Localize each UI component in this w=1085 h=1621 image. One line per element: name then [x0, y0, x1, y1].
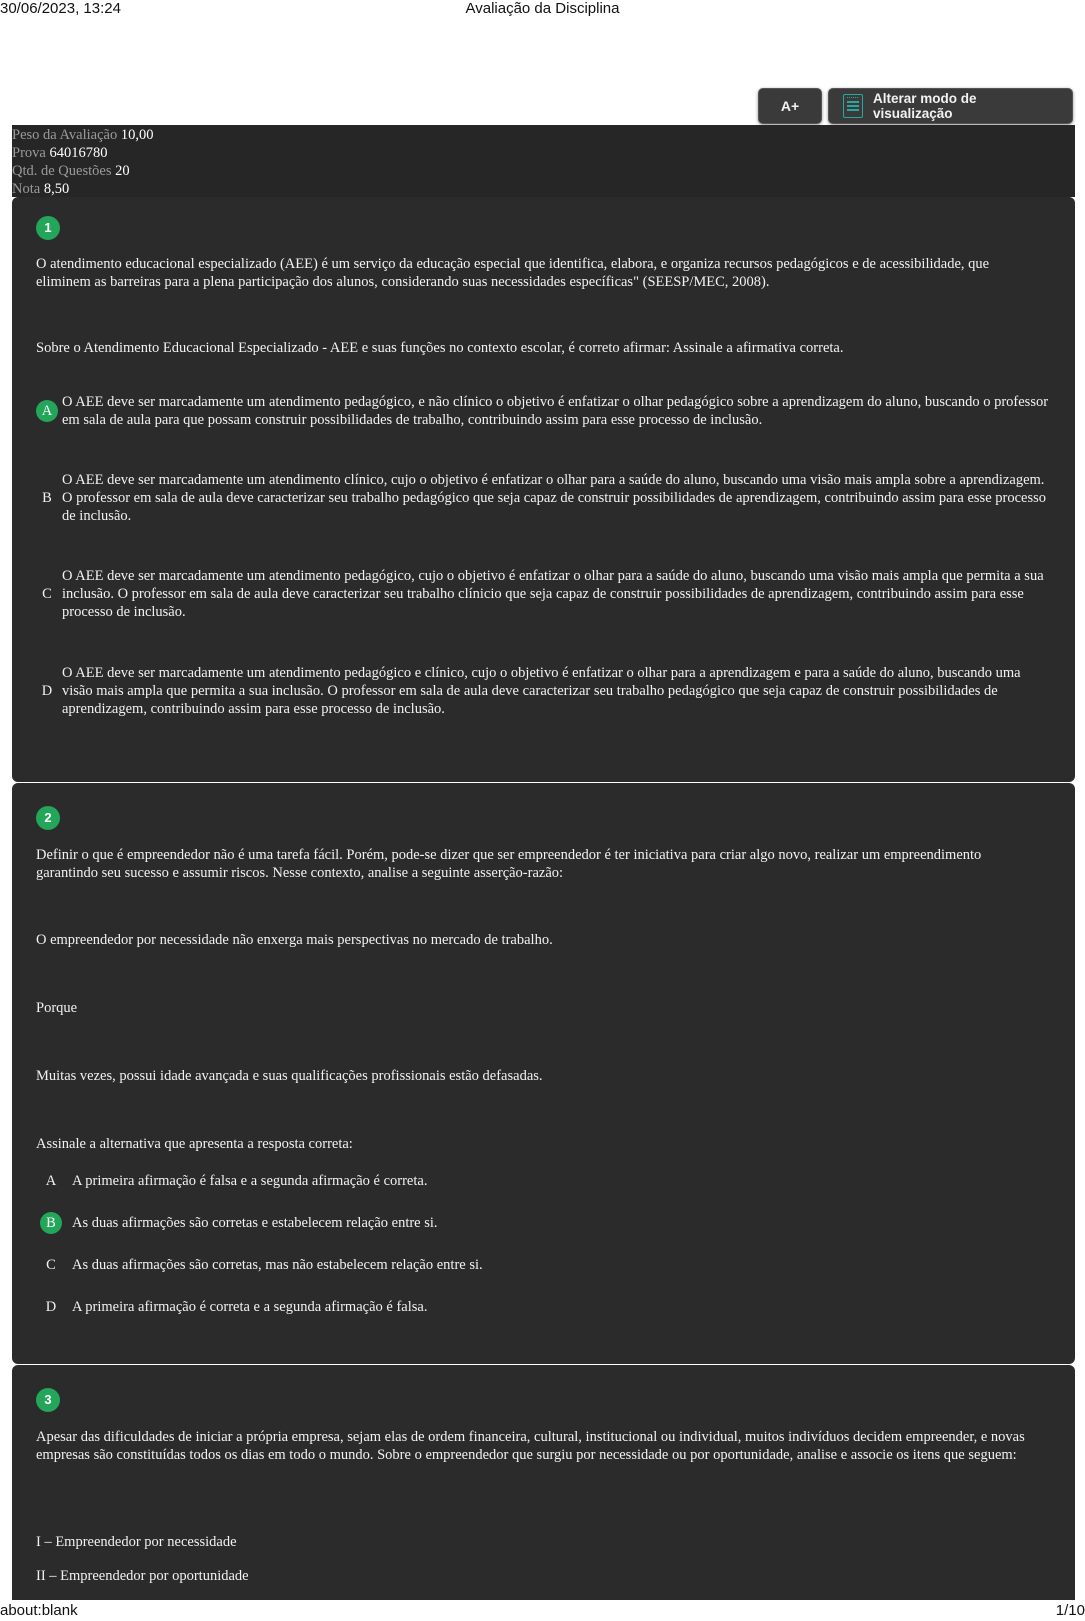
question-card-3	[12, 1365, 1075, 1600]
question-card-2	[12, 783, 1075, 1364]
question-text: Muitas vezes, possui idade avançada e suas qualificações profissionais estão defasadas.	[36, 1068, 543, 1084]
option-text: O AEE deve ser marcadamente um atendimento pedagógico e clínico, cujo o objetivo é enfatizar o olhar para a aprendizagem e para a saúde do aluno, buscando uma visão mais ampla que permita a sua inclusão. O professor em sala de aula deve caracterizar seu trabalho pedagógico que seja capaz de construir possibilidades de aprendizagem, contribuindo assim para esse processo de inclusão.	[62, 665, 1021, 717]
option-letter: B	[42, 490, 52, 506]
print-footer	[0, 1602, 1085, 1621]
change-view-mode-label: Alterar modo de visualização	[873, 91, 977, 121]
print-datetime: 30/06/2023, 13:24	[0, 0, 121, 17]
evaluation-summary	[12, 125, 1075, 197]
print-title: Avaliação da Disciplina	[465, 0, 620, 17]
document-lines-icon	[843, 94, 863, 118]
print-url: about:blank	[0, 1602, 78, 1619]
option-b[interactable]	[36, 471, 1051, 525]
question-number-badge: 2	[36, 806, 60, 830]
question-text: Sobre o Atendimento Educacional Especializado - AEE e suas funções no contexto escolar, é correto afirmar: Assinale a afirmativa correta.	[36, 340, 844, 356]
option-text: A primeira afirmação é falsa e a segunda afirmação é correta.	[72, 1173, 428, 1189]
question-number-badge: 1	[36, 216, 60, 240]
question-text: Definir o que é empreendedor não é uma tarefa fácil. Porém, pode-se dizer que ser empreendedor é ter iniciativa para criar algo novo, realizar um empreendimento garantindo seu sucesso e assumir riscos. Nesse contexto, analise a seguinte asserção-razão:	[36, 847, 982, 881]
option-a[interactable]	[36, 1170, 1051, 1192]
option-letter: A	[45, 1173, 57, 1189]
question-number-badge: 3	[36, 1388, 60, 1412]
option-text: O AEE deve ser marcadamente um atendimento clínico, cujo o objetivo é enfatizar o olhar para a saúde do aluno, buscando uma visão mais ampla sobre a aprendizagem. O professor em sala de aula deve caracterizar seu trabalho pedagógico que seja capaz de construir possibilidades de aprendizagem, contribuindo assim para esse processo de inclusão.	[62, 472, 1046, 524]
question-text: II – Empreendedor por oportunidade	[36, 1568, 249, 1584]
question-text: Assinale a alternativa que apresenta a resposta correta:	[36, 1136, 353, 1152]
option-c[interactable]	[36, 1254, 1051, 1276]
question-text: Apesar das dificuldades de iniciar a própria empresa, sejam elas de ordem financeira, cultural, institucional ou individual, muitos indivíduos decidem empreender, e novas empresas são constituídas todos os dias em todo o mundo. Sobre o empreendedor que surgiu por necessidade ou por oportunidade, analise e associe os itens que seguem:	[36, 1429, 1025, 1463]
toolbar	[758, 88, 1073, 124]
option-letter: C	[46, 1257, 56, 1273]
option-text: As duas afirmações são corretas, mas não estabelecem relação entre si.	[72, 1257, 483, 1273]
option-c[interactable]	[36, 567, 1051, 621]
option-text: O AEE deve ser marcadamente um atendimento pedagógico, e não clínico o objetivo é enfatizar o olhar pedagógico sobre a aprendizagem do aluno, buscando o professor em sala de aula para que possam construir possibilidades de trabalho, contribuindo assim para esse processo de inclusão.	[62, 394, 1049, 428]
option-text: O AEE deve ser marcadamente um atendimento pedagógico, cujo o objetivo é enfatizar o olhar para a saúde do aluno, buscando uma visão mais ampla que permita a sua inclusão. O professor em sala de aula deve caracterizar seu trabalho clínicio que seja capaz de construir possibilidades de aprendizagem, contribuindo assim para esse processo de inclusão.	[62, 568, 1044, 620]
option-text: A primeira afirmação é correta e a segunda afirmação é falsa.	[72, 1299, 428, 1315]
summary-weight: Peso da Avaliação 10,00	[12, 127, 154, 143]
option-letter-selected: A	[36, 400, 58, 422]
option-text: As duas afirmações são corretas e estabelecem relação entre si.	[72, 1215, 438, 1231]
option-letter: C	[42, 586, 52, 602]
option-letter: D	[41, 683, 53, 699]
option-letter: D	[45, 1299, 57, 1315]
page-number: 1/10	[1055, 1602, 1085, 1619]
question-text: O empreendedor por necessidade não enxerga mais perspectivas no mercado de trabalho.	[36, 932, 553, 948]
summary-question-count: Qtd. de Questões 20	[12, 163, 130, 179]
question-text: O atendimento educacional especializado (AEE) é um serviço da educação especial que identifica, elabora, e organiza recursos pedagógicos e de acessibilidade, que eliminem as barreiras para a plena participação dos alunos, considerando suas necessidades específicas" (SEESP/MEC, 2008).	[36, 256, 990, 290]
option-letter-selected: B	[40, 1212, 62, 1234]
option-b[interactable]	[36, 1212, 1051, 1234]
change-view-mode-button[interactable]	[828, 88, 1073, 124]
print-header	[0, 0, 1085, 20]
option-d[interactable]	[36, 664, 1051, 718]
question-text: I – Empreendedor por necessidade	[36, 1534, 237, 1550]
question-card-1	[12, 197, 1075, 782]
option-d[interactable]	[36, 1296, 1051, 1318]
question-text: Porque	[36, 1000, 78, 1016]
summary-grade: Nota 8,50	[12, 181, 70, 197]
option-a[interactable]	[36, 393, 1051, 429]
summary-exam: Prova 64016780	[12, 145, 108, 161]
increase-font-button[interactable]: A+	[758, 88, 822, 124]
